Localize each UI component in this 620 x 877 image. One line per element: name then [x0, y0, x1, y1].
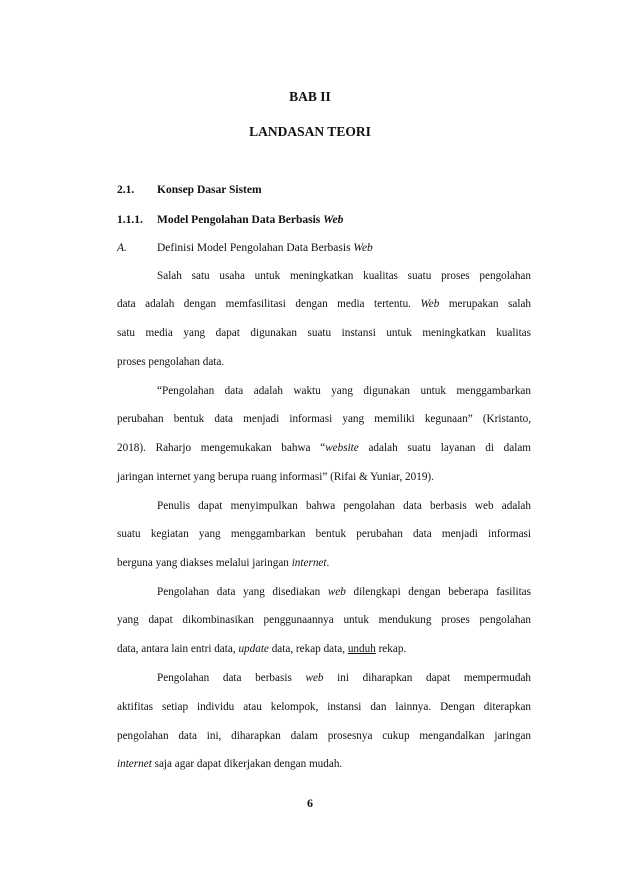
chapter-number: BAB II	[289, 89, 331, 104]
subsection-heading-1-1-1	[117, 214, 343, 226]
p1-line3: satu media yang dapat digunakan suatu instansi untuk meningkatkan kualitas	[117, 327, 531, 339]
item-letter: A.	[117, 242, 127, 254]
section-title: Konsep Dasar Sistem	[157, 184, 262, 196]
section-heading-2-1	[117, 184, 262, 196]
subsection-title: Model Pengolahan Data Berbasis	[157, 214, 324, 226]
web-italic: web	[327, 586, 346, 598]
internet-italic: internet	[117, 758, 152, 770]
p4-line3: data, antara lain entri data, update data, rekap data, unduh rekap.	[117, 643, 407, 655]
subsection-number: 1.1.1.	[117, 214, 143, 226]
chapter-title: LANDASAN TEORI	[249, 124, 371, 139]
subsection-title-italic: Web	[323, 214, 344, 226]
web-italic: Web	[420, 298, 440, 310]
update-italic: update	[238, 643, 269, 655]
p1-line1: Salah satu usaha untuk meningkatkan kualitas suatu proses pengolahan	[157, 270, 531, 282]
p4-line1: Pengolahan data yang disediakan web dilengkapi dengan beberapa fasilitas	[157, 586, 531, 598]
p1-line2: data adalah dengan memfasilitasi dengan media tertentu. Web merupakan salah	[117, 298, 532, 310]
page-number: 6	[307, 796, 313, 810]
p5-line1: Pengolahan data berbasis web ini diharapkan dapat mempermudah	[157, 672, 531, 684]
p2-line4: jaringan internet yang berupa ruang informasi” (Rifai & Yuniar, 2019).	[117, 471, 434, 483]
section-number: 2.1.	[117, 184, 135, 196]
internet-italic: internet	[291, 557, 327, 569]
website-italic: website	[325, 442, 359, 454]
unduh-underlined: unduh	[347, 643, 376, 655]
p3-line1: Penulis dapat menyimpulkan bahwa pengolahan data berbasis web adalah	[157, 500, 531, 512]
p3-line2: suatu kegiatan yang menggambarkan bentuk perubahan data menjadi informasi	[117, 528, 531, 540]
item-title-italic: Web	[353, 242, 373, 254]
p3-line3: berguna yang diakses melalui jaringan internet.	[117, 557, 330, 569]
p2-line1: “Pengolahan data adalah waktu yang digunakan untuk menggambarkan	[157, 385, 531, 397]
p2-line3: 2018). Raharjo mengemukakan bahwa “website adalah suatu layanan di dalam	[117, 442, 531, 454]
p5-line3: pengolahan data ini, diharapkan dalam prosesnya cukup mengandalkan jaringan	[117, 730, 531, 742]
p5-line2: aktifitas setiap individu atau kelompok, instansi dan lainnya. Dengan diterapkan	[117, 701, 531, 713]
p2-line2: perubahan bentuk data menjadi informasi yang memiliki kegunaan” (Kristanto,	[117, 413, 531, 425]
p1-line4: proses pengolahan data.	[117, 356, 225, 368]
p5-line4: internet saja agar dapat dikerjakan dengan mudah.	[117, 758, 343, 770]
item-heading-a	[117, 242, 373, 254]
p4-line2: yang dapat dikombinasikan penggunaannya untuk mendukung proses pengolahan	[117, 614, 531, 626]
web-italic: web	[305, 672, 324, 684]
item-title: Definisi Model Pengolahan Data Berbasis	[157, 242, 354, 254]
